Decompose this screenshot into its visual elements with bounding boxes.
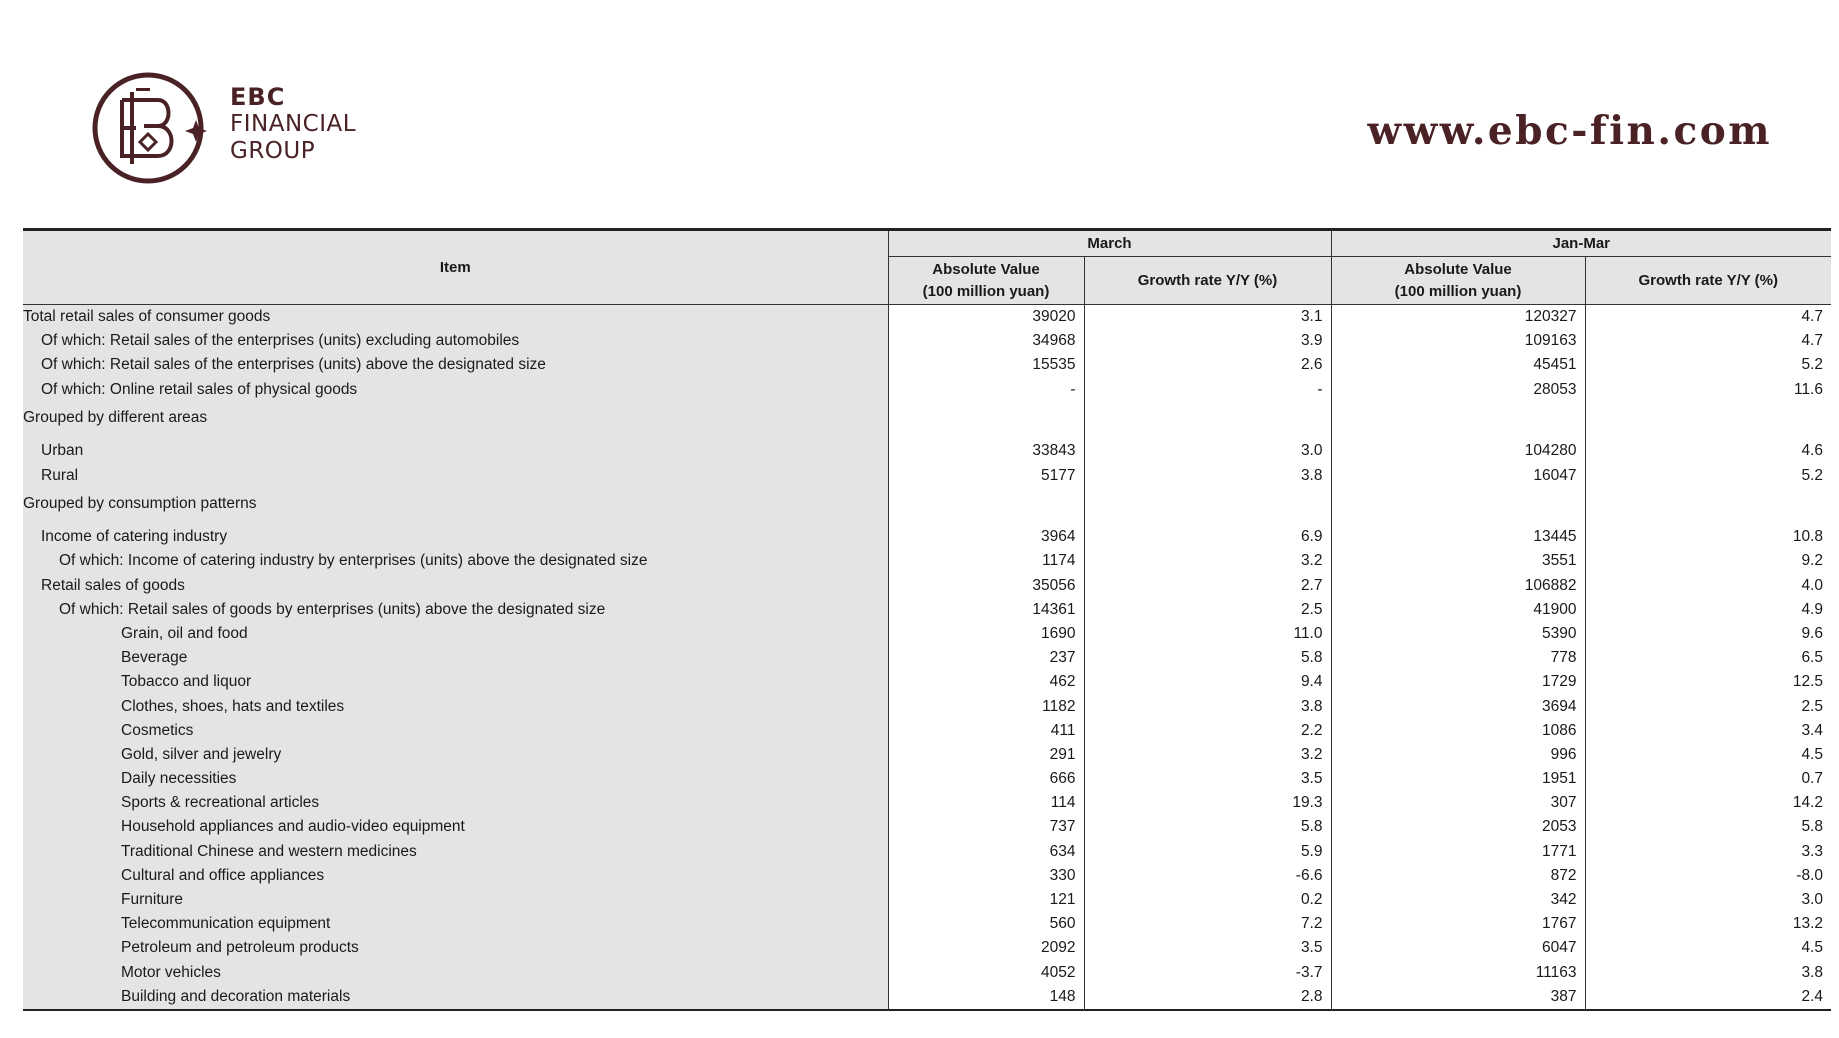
row-label: Grouped by different areas (23, 402, 888, 440)
janmar-growth-rate: 3.3 (1801, 842, 1823, 860)
table-row (23, 936, 1831, 960)
march-growth-rate: 5.8 (1084, 815, 1331, 839)
table-row (23, 815, 1831, 839)
janmar-absolute-value: 6047 (1331, 936, 1585, 960)
march-growth-rate: 3.8 (1084, 694, 1331, 718)
header-item: Item (23, 230, 888, 305)
janmar-absolute-value: 1951 (1331, 767, 1585, 791)
march-absolute-value: 121 (888, 888, 1084, 912)
table-row (23, 888, 1831, 912)
march-absolute-value: 291 (888, 743, 1084, 767)
janmar-growth-rate: 10.8 (1792, 528, 1823, 546)
janmar-absolute-value: 3551 (1331, 549, 1585, 573)
march-growth-rate: 0.2 (1084, 888, 1331, 912)
table-row (23, 646, 1831, 670)
janmar-absolute-value: 41900 (1331, 598, 1585, 622)
janmar-absolute-value: 387 (1331, 985, 1585, 1010)
march-absolute-value: 15535 (888, 353, 1084, 377)
janmar-growth-rate: 11.6 (1793, 380, 1823, 398)
janmar-absolute-value: 106882 (1331, 574, 1585, 598)
janmar-absolute-value: 104280 (1331, 439, 1585, 463)
march-growth-rate: -6.6 (1084, 864, 1331, 888)
march-absolute-value: 3964 (888, 525, 1084, 549)
row-label: Cosmetics (23, 719, 888, 743)
march-growth-rate: 2.8 (1084, 985, 1331, 1010)
march-growth-rate: 2.7 (1084, 574, 1331, 598)
row-label: Of which: Retail sales of goods by enterprises (units) above the designated size (23, 598, 888, 622)
row-label: Gold, silver and jewelry (23, 743, 888, 767)
header-janmar-growth-rate: Growth rate Y/Y (%) (1585, 257, 1831, 305)
table-row (23, 961, 1831, 985)
janmar-absolute-value: 1086 (1331, 719, 1585, 743)
table-row (23, 767, 1831, 791)
march-absolute-value: 35056 (888, 574, 1084, 598)
abs-value-line2: (100 million yuan) (1394, 282, 1522, 300)
march-growth-rate: 3.9 (1084, 329, 1331, 353)
janmar-growth-rate: 5.2 (1801, 466, 1823, 484)
abs-value-line2: (100 million yuan) (922, 282, 1050, 300)
march-growth-rate: 3.2 (1084, 743, 1331, 767)
row-label: Total retail sales of consumer goods (23, 305, 888, 330)
row-label: Furniture (23, 888, 888, 912)
ebc-monogram-icon (92, 68, 212, 188)
header-march-absolute-value (888, 257, 1084, 305)
row-label: Cultural and office appliances (23, 864, 888, 888)
janmar-growth-rate: 2.4 (1585, 985, 1831, 1010)
march-growth-rate: 3.0 (1084, 439, 1331, 463)
table-row (23, 985, 1831, 1010)
header-janmar-absolute-value (1331, 257, 1585, 305)
march-growth-rate: 19.3 (1084, 791, 1331, 815)
janmar-absolute-value: 28053 (1331, 378, 1585, 402)
table-row (23, 791, 1831, 815)
march-growth-rate: 3.1 (1084, 305, 1331, 330)
janmar-absolute-value: 342 (1331, 888, 1585, 912)
janmar-growth-rate: 9.2 (1801, 552, 1823, 570)
row-label: Retail sales of goods (23, 574, 888, 598)
row-label: Sports & recreational articles (23, 791, 888, 815)
march-absolute-value: 330 (888, 864, 1084, 888)
row-label: Of which: Income of catering industry by enterprises (units) above the designated size (23, 549, 888, 573)
table-row (23, 488, 1831, 526)
janmar-absolute-value: 45451 (1331, 353, 1585, 377)
janmar-absolute-value: 778 (1331, 646, 1585, 670)
janmar-growth-rate: 13.2 (1792, 915, 1823, 933)
janmar-absolute-value (1331, 488, 1585, 526)
march-absolute-value: 737 (888, 815, 1084, 839)
march-absolute-value: 634 (888, 840, 1084, 864)
march-absolute-value: 1182 (888, 694, 1084, 718)
row-label: Petroleum and petroleum products (23, 936, 888, 960)
march-absolute-value: 462 (888, 670, 1084, 694)
march-absolute-value: 34968 (888, 329, 1084, 353)
janmar-growth-rate: 4.0 (1801, 576, 1823, 594)
table-row (23, 329, 1831, 353)
header-march-growth-rate: Growth rate Y/Y (%) (1084, 257, 1331, 305)
march-growth-rate: 2.2 (1084, 719, 1331, 743)
march-absolute-value: 33843 (888, 439, 1084, 463)
janmar-growth-rate: 3.0 (1801, 891, 1823, 909)
janmar-growth-rate: 4.5 (1801, 939, 1823, 957)
janmar-absolute-value: 996 (1331, 743, 1585, 767)
janmar-growth-rate: 3.8 (1801, 963, 1823, 981)
table-row (23, 840, 1831, 864)
row-label: Beverage (23, 646, 888, 670)
janmar-growth-rate: 2.5 (1801, 697, 1823, 715)
janmar-absolute-value: 307 (1331, 791, 1585, 815)
janmar-absolute-value: 3694 (1331, 694, 1585, 718)
row-label: Of which: Online retail sales of physical goods (23, 378, 888, 402)
header-march: March (888, 230, 1331, 257)
janmar-growth-rate: 6.5 (1801, 649, 1823, 667)
march-absolute-value: 2092 (888, 936, 1084, 960)
row-label: Income of catering industry (23, 525, 888, 549)
janmar-growth-rate: 4.7 (1801, 332, 1823, 350)
row-label: Rural (23, 463, 888, 487)
table-row (23, 549, 1831, 573)
website-url: www.ebc-fin.com (1367, 108, 1772, 154)
janmar-growth-rate: 9.6 (1801, 624, 1823, 642)
march-growth-rate: 3.8 (1084, 463, 1331, 487)
row-label: Traditional Chinese and western medicines (23, 840, 888, 864)
janmar-growth-rate: 4.9 (1801, 600, 1823, 618)
march-growth-rate: -3.7 (1084, 961, 1331, 985)
janmar-growth-rate (1585, 402, 1831, 440)
table-row (23, 622, 1831, 646)
march-growth-rate: 11.0 (1084, 622, 1331, 646)
march-absolute-value: 1690 (888, 622, 1084, 646)
march-absolute-value: 411 (888, 719, 1084, 743)
march-growth-rate: 3.5 (1084, 936, 1331, 960)
janmar-absolute-value (1331, 402, 1585, 440)
table-row (23, 353, 1831, 377)
table-row (23, 402, 1831, 440)
janmar-growth-rate (1585, 488, 1831, 526)
row-label: Urban (23, 439, 888, 463)
march-absolute-value: 114 (888, 791, 1084, 815)
janmar-absolute-value: 2053 (1331, 815, 1585, 839)
logo-wordmark (230, 84, 356, 165)
march-growth-rate: 2.6 (1084, 353, 1331, 377)
march-absolute-value: 237 (888, 646, 1084, 670)
table-row (23, 439, 1831, 463)
row-label: Grain, oil and food (23, 622, 888, 646)
march-growth-rate: 3.5 (1084, 767, 1331, 791)
march-growth-rate (1084, 488, 1331, 526)
table-row (23, 574, 1831, 598)
march-absolute-value: 666 (888, 767, 1084, 791)
row-label: Motor vehicles (23, 961, 888, 985)
table-row (23, 719, 1831, 743)
janmar-absolute-value: 1771 (1331, 840, 1585, 864)
janmar-growth-rate: 5.2 (1801, 356, 1823, 374)
logo-line-financial: FINANCIAL (230, 111, 357, 137)
janmar-absolute-value: 13445 (1331, 525, 1585, 549)
table-row (23, 463, 1831, 487)
janmar-growth-rate: 4.7 (1801, 308, 1823, 326)
table-row (23, 525, 1831, 549)
janmar-growth-rate: 0.7 (1801, 770, 1823, 788)
march-absolute-value: 560 (888, 912, 1084, 936)
row-label: Telecommunication equipment (23, 912, 888, 936)
march-growth-rate: 3.2 (1084, 549, 1331, 573)
janmar-absolute-value: 872 (1331, 864, 1585, 888)
march-growth-rate: 6.9 (1084, 525, 1331, 549)
march-growth-rate: 5.9 (1084, 840, 1331, 864)
abs-value-line1: Absolute Value (932, 260, 1040, 278)
janmar-growth-rate: 4.5 (1801, 745, 1823, 763)
row-label: Household appliances and audio-video equipment (23, 815, 888, 839)
row-label: Building and decoration materials (23, 985, 888, 1010)
table-row (23, 598, 1831, 622)
march-growth-rate: 2.5 (1084, 598, 1331, 622)
march-absolute-value: 1174 (888, 549, 1084, 573)
janmar-absolute-value: 11163 (1331, 961, 1585, 985)
march-absolute-value: - (888, 378, 1084, 402)
march-growth-rate: 5.8 (1084, 646, 1331, 670)
logo-line-group: GROUP (230, 138, 316, 164)
table-row (23, 864, 1831, 888)
march-absolute-value (888, 488, 1084, 526)
janmar-absolute-value: 16047 (1331, 463, 1585, 487)
janmar-absolute-value: 1729 (1331, 670, 1585, 694)
janmar-absolute-value: 120327 (1331, 305, 1585, 330)
janmar-growth-rate: -8.0 (1796, 866, 1823, 884)
janmar-growth-rate: 14.2 (1792, 794, 1823, 812)
row-label: Tobacco and liquor (23, 670, 888, 694)
janmar-absolute-value: 109163 (1331, 329, 1585, 353)
table-row (23, 305, 1831, 330)
march-growth-rate (1084, 402, 1331, 440)
table-row (23, 694, 1831, 718)
company-logo (92, 68, 392, 188)
header-janmar: Jan-Mar (1331, 230, 1831, 257)
janmar-growth-rate: 3.4 (1801, 721, 1823, 739)
march-growth-rate: - (1084, 378, 1331, 402)
janmar-growth-rate: 5.8 (1801, 818, 1823, 836)
row-label: Of which: Retail sales of the enterprises (units) above the designated size (23, 353, 888, 377)
table-row (23, 670, 1831, 694)
janmar-absolute-value: 5390 (1331, 622, 1585, 646)
march-growth-rate: 9.4 (1084, 670, 1331, 694)
row-label: Clothes, shoes, hats and textiles (23, 694, 888, 718)
logo-line-ebc: EBC (230, 83, 286, 111)
janmar-absolute-value: 1767 (1331, 912, 1585, 936)
table-row (23, 378, 1831, 402)
janmar-growth-rate: 12.5 (1792, 673, 1823, 691)
march-absolute-value: 4052 (888, 961, 1084, 985)
march-absolute-value: 14361 (888, 598, 1084, 622)
table-row (23, 743, 1831, 767)
retail-sales-table (23, 228, 1831, 1011)
march-absolute-value (888, 402, 1084, 440)
row-label: Of which: Retail sales of the enterprises (units) excluding automobiles (23, 329, 888, 353)
row-label: Daily necessities (23, 767, 888, 791)
row-label: Grouped by consumption patterns (23, 488, 888, 526)
march-absolute-value: 5177 (888, 463, 1084, 487)
abs-value-line1: Absolute Value (1404, 260, 1512, 278)
march-growth-rate: 7.2 (1084, 912, 1331, 936)
march-absolute-value: 39020 (888, 305, 1084, 330)
march-absolute-value: 148 (888, 985, 1084, 1010)
janmar-growth-rate: 4.6 (1801, 442, 1823, 460)
table-row (23, 912, 1831, 936)
